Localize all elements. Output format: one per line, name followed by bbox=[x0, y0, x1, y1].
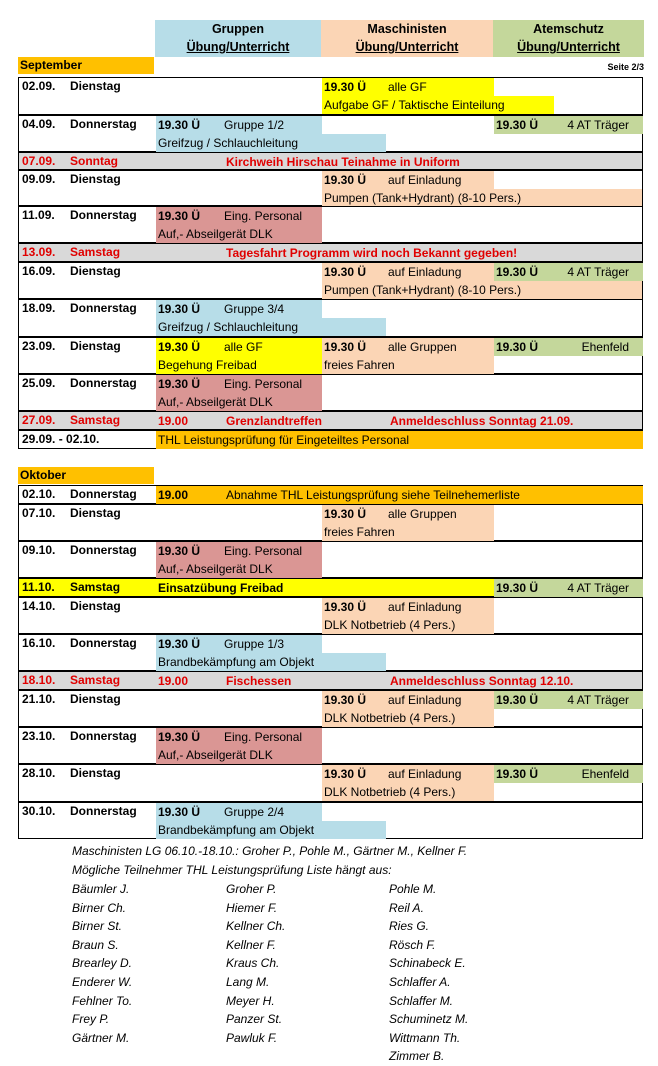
event-title: THL Leistungsprüfung für Eingeteiltes Personal bbox=[156, 431, 643, 449]
maschinisten-topic: DLK Notbetrieb (4 Pers.) bbox=[322, 783, 494, 801]
maschinisten-group: alle Gruppen bbox=[388, 338, 494, 356]
names-column-1 bbox=[72, 880, 132, 1047]
maschinisten-group: auf Einladung bbox=[388, 598, 494, 616]
maschinisten-group: auf Einladung bbox=[388, 765, 494, 783]
table-row bbox=[18, 597, 643, 634]
participant-name: Ries G. bbox=[389, 919, 430, 934]
participant-name: Wittmann Th. bbox=[389, 1030, 461, 1045]
participant-name: Birner St. bbox=[72, 919, 123, 934]
table-row bbox=[18, 430, 643, 449]
table-row bbox=[18, 77, 643, 115]
table-row bbox=[18, 374, 643, 411]
table-row bbox=[18, 115, 643, 152]
event-deadline: Anmeldeschluss Sonntag 21.09. bbox=[390, 414, 574, 428]
participant-name: Hiemer F. bbox=[226, 900, 278, 915]
table-row bbox=[18, 690, 643, 727]
atemschutz-time: 19.30 Ü bbox=[494, 691, 643, 709]
atemschutz-time: 19.30 Ü bbox=[494, 338, 643, 356]
event-title: Abnahme THL Leistungsprüfung siehe Teilnehemerliste bbox=[226, 488, 520, 502]
maschinisten-topic: Pumpen (Tank+Hydrant) (8-10 Pers.) bbox=[322, 189, 642, 207]
table-row bbox=[18, 671, 643, 690]
header-atemschutz-title: Atemschutz bbox=[533, 22, 604, 36]
atemschutz-time: 19.30 Ü bbox=[494, 579, 643, 597]
atemschutz-group: 4 AT Träger bbox=[564, 579, 643, 597]
header-gruppen-title: Gruppen bbox=[211, 22, 265, 36]
row-day: Donnerstag bbox=[70, 487, 137, 501]
gruppen-topic: Begehung Freibad bbox=[156, 356, 322, 374]
notes bbox=[72, 842, 467, 879]
table-row bbox=[18, 152, 643, 170]
row-day: Sonntag bbox=[70, 154, 118, 168]
table-row bbox=[18, 262, 643, 299]
row-date: 25.09. bbox=[22, 376, 56, 390]
row-day: Dienstag bbox=[70, 172, 121, 186]
participant-name: Meyer H. bbox=[226, 993, 275, 1008]
atemschutz-group: Ehenfeld bbox=[564, 765, 643, 783]
maschinisten-group: alle Gruppen bbox=[388, 505, 494, 523]
row-date: 07.09. bbox=[22, 154, 56, 168]
maschinisten-topic: DLK Notbetrieb (4 Pers.) bbox=[322, 616, 494, 634]
row-date: 16.09. bbox=[22, 264, 56, 278]
row-date: 18.10. bbox=[22, 673, 56, 687]
maschinisten-time: 19.30 Ü bbox=[322, 505, 494, 523]
row-day: Donnerstag bbox=[70, 543, 137, 557]
row-day: Dienstag bbox=[70, 339, 121, 353]
table-row bbox=[18, 411, 643, 430]
gruppen-time: 19.30 Ü bbox=[156, 803, 322, 821]
note-maschinisten: Maschinisten LG 06.10.-18.10.: Groher P., Pohle M., Gärtner M., Kellner F. bbox=[72, 844, 468, 858]
gruppen-group: Eing. Personal bbox=[224, 375, 322, 393]
table-row bbox=[18, 206, 643, 243]
gruppen-time: 19.30 Ü bbox=[156, 300, 322, 318]
participant-name: Groher P. bbox=[226, 882, 277, 896]
participant-name: Birner Ch. bbox=[72, 900, 127, 915]
event-title: Einsatzübung Freibad bbox=[158, 581, 284, 595]
event-title: Grenzlandtreffen bbox=[226, 414, 323, 428]
row-day: Samstag bbox=[70, 673, 121, 687]
row-date: 04.09. bbox=[22, 117, 56, 131]
maschinisten-topic: freies Fahren bbox=[322, 523, 494, 541]
event-time: 19.00 bbox=[158, 674, 189, 688]
table-row bbox=[18, 504, 643, 541]
maschinisten-time: 19.30 Ü bbox=[322, 171, 494, 189]
gruppen-time: 19.30 Ü bbox=[156, 375, 322, 393]
table-row bbox=[18, 299, 643, 337]
gruppen-time: 19.30 Ü bbox=[156, 635, 322, 653]
gruppen-time: 19.30 Ü bbox=[156, 116, 322, 134]
row-day: Donnerstag bbox=[70, 208, 137, 222]
event-title: Kirchweih Hirschau Teinahme in Uniform bbox=[226, 155, 460, 169]
maschinisten-group: alle GF bbox=[388, 78, 494, 96]
maschinisten-topic: Pumpen (Tank+Hydrant) (8-10 Pers.) bbox=[322, 281, 642, 299]
participant-name: Schlaffer M. bbox=[389, 993, 454, 1008]
table-row bbox=[18, 337, 643, 374]
gruppen-time: 19.30 Ü bbox=[156, 207, 322, 225]
participant-name: Brearley D. bbox=[72, 956, 133, 971]
row-day: Donnerstag bbox=[70, 636, 137, 650]
row-day: Donnerstag bbox=[70, 729, 137, 743]
row-date: 14.10. bbox=[22, 599, 56, 613]
gruppen-topic: Auf,- Abseilgerät DLK bbox=[156, 225, 322, 243]
participant-name: Schuminetz M. bbox=[389, 1012, 469, 1027]
gruppen-time: 19.30 Ü bbox=[156, 728, 322, 746]
maschinisten-time: 19.30 Ü bbox=[322, 691, 494, 709]
row-date: 21.10. bbox=[22, 692, 56, 706]
atemschutz-group: 4 AT Träger bbox=[564, 263, 643, 281]
participant-name: Gärtner M. bbox=[72, 1030, 130, 1045]
participant-name: Pawluk F. bbox=[226, 1030, 278, 1045]
row-day: Samstag bbox=[70, 413, 121, 427]
gruppen-topic: Brandbekämpfung am Objekt bbox=[156, 821, 386, 839]
row-date: 09.09. bbox=[22, 172, 56, 186]
maschinisten-group: auf Einladung bbox=[388, 263, 494, 281]
row-day: Dienstag bbox=[70, 692, 121, 706]
row-day: Dienstag bbox=[70, 599, 121, 613]
header-atemschutz bbox=[493, 20, 644, 57]
table-row bbox=[18, 802, 643, 839]
row-date: 02.10. bbox=[22, 487, 56, 501]
participant-name: Pohle M. bbox=[389, 882, 437, 896]
event-title: Tagesfahrt Programm wird noch Bekannt gegeben! bbox=[226, 246, 518, 260]
participant-name: Enderer W. bbox=[72, 974, 133, 989]
participant-name: Braun S. bbox=[72, 937, 119, 952]
table-row bbox=[18, 634, 643, 671]
row-date: 11.10. bbox=[22, 580, 55, 594]
table-row bbox=[18, 578, 643, 597]
row-day: Donnerstag bbox=[70, 301, 137, 315]
gruppen-group: Gruppe 1/3 bbox=[224, 635, 322, 653]
row-day: Samstag bbox=[70, 580, 121, 594]
participant-name: Lang M. bbox=[226, 974, 270, 989]
participant-name: Panzer St. bbox=[226, 1012, 283, 1027]
participant-name: Zimmer B. bbox=[389, 1049, 445, 1064]
gruppen-topic: Brandbekämpfung am Objekt bbox=[156, 653, 386, 671]
gruppen-group: Gruppe 3/4 bbox=[224, 300, 322, 318]
atemschutz-time: 19.30 Ü bbox=[494, 116, 643, 134]
participant-name: Schlaffer A. bbox=[389, 974, 451, 989]
row-date: 23.10. bbox=[22, 729, 56, 743]
row-date: 13.09. bbox=[22, 245, 56, 259]
gruppen-group: Eing. Personal bbox=[224, 207, 322, 225]
row-day: Donnerstag bbox=[70, 117, 137, 131]
names-column-2 bbox=[226, 880, 285, 1047]
header-maschinisten-title: Maschinisten bbox=[367, 22, 447, 36]
participant-name: Rösch F. bbox=[389, 937, 436, 952]
maschinisten-topic: freies Fahren bbox=[322, 356, 494, 374]
row-date: 28.10. bbox=[22, 766, 56, 780]
maschinisten-topic: Aufgabe GF / Taktische Einteilung bbox=[322, 96, 554, 114]
row-date: 11.09. bbox=[22, 208, 55, 222]
row-date: 23.09. bbox=[22, 339, 56, 353]
gruppen-topic: Auf,- Abseilgerät DLK bbox=[156, 746, 322, 764]
gruppen-group: Eing. Personal bbox=[224, 542, 322, 560]
participant-name: Reil A. bbox=[389, 900, 424, 915]
header-atemschutz-sub: Übung/Unterricht bbox=[517, 40, 620, 54]
gruppen-topic: Auf,- Abseilgerät DLK bbox=[156, 560, 322, 578]
row-date: 30.10. bbox=[22, 804, 56, 818]
table-row bbox=[18, 541, 643, 578]
participant-name: Bäumler J. bbox=[72, 882, 130, 896]
gruppen-time: 19.30 Ü bbox=[156, 338, 322, 356]
row-day: Samstag bbox=[70, 245, 121, 259]
maschinisten-time: 19.30 Ü bbox=[322, 78, 494, 96]
participant-name: Kellner F. bbox=[226, 937, 276, 952]
gruppen-group: Eing. Personal bbox=[224, 728, 322, 746]
header-gruppen bbox=[155, 20, 321, 57]
note-teilnehmer: Mögliche Teilnehmer THL Leistungsprüfung Liste hängt aus: bbox=[72, 862, 392, 877]
gruppen-group: alle GF bbox=[224, 338, 322, 356]
atemschutz-group: 4 AT Träger bbox=[564, 116, 643, 134]
event-time: 19.00 bbox=[156, 486, 643, 504]
table-row bbox=[18, 727, 643, 764]
header-gruppen-sub: Übung/Unterricht bbox=[186, 40, 290, 54]
gruppen-topic: Greifzug / Schlauchleitung bbox=[156, 134, 386, 152]
table-row bbox=[18, 485, 643, 504]
row-date: 09.10. bbox=[22, 543, 56, 557]
table-row bbox=[18, 170, 643, 206]
row-day: Dienstag bbox=[70, 79, 121, 93]
row-date: 16.10. bbox=[22, 636, 56, 650]
gruppen-group: Gruppe 1/2 bbox=[224, 116, 322, 134]
gruppen-group: Gruppe 2/4 bbox=[224, 803, 322, 821]
table-row bbox=[18, 243, 643, 262]
participant-name: Kellner Ch. bbox=[226, 919, 286, 934]
participant-name: Fehlner To. bbox=[72, 993, 133, 1008]
maschinisten-group: auf Einladung bbox=[388, 691, 494, 709]
page-number: Seite 2/3 bbox=[607, 62, 644, 72]
atemschutz-group: Ehenfeld bbox=[564, 338, 643, 356]
maschinisten-group: auf Einladung bbox=[388, 171, 494, 189]
maschinisten-time: 19.30 Ü bbox=[322, 263, 494, 281]
row-day: Dienstag bbox=[70, 766, 121, 780]
gruppen-topic: Auf,- Abseilgerät DLK bbox=[156, 393, 322, 411]
header-maschinisten bbox=[321, 20, 493, 57]
row-date: 29.09. - 02.10. bbox=[22, 432, 100, 446]
event-title: Fischessen bbox=[226, 674, 292, 688]
event-time: 19.00 bbox=[158, 414, 189, 428]
table-row bbox=[18, 764, 643, 802]
participant-name: Kraus Ch. bbox=[226, 956, 280, 971]
participant-name: Frey P. bbox=[72, 1012, 110, 1027]
names-column-3 bbox=[389, 880, 468, 1066]
maschinisten-time: 19.30 Ü bbox=[322, 338, 494, 356]
row-date: 02.09. bbox=[22, 79, 56, 93]
gruppen-topic: Greifzug / Schlauchleitung bbox=[156, 318, 386, 336]
event-deadline: Anmeldeschluss Sonntag 12.10. bbox=[390, 674, 574, 688]
month-september: September bbox=[18, 57, 154, 74]
header-maschinisten-sub: Übung/Unterricht bbox=[355, 40, 459, 54]
gruppen-time: 19.30 Ü bbox=[156, 542, 322, 560]
row-day: Dienstag bbox=[70, 506, 121, 520]
atemschutz-group: 4 AT Träger bbox=[564, 691, 643, 709]
row-date: 27.09. bbox=[22, 413, 56, 427]
participant-name: Schinabeck E. bbox=[389, 956, 466, 971]
atemschutz-time: 19.30 Ü bbox=[494, 263, 643, 281]
month-oktober: Oktober bbox=[18, 467, 154, 484]
maschinisten-topic: DLK Notbetrieb (4 Pers.) bbox=[322, 709, 494, 727]
row-date: 18.09. bbox=[22, 301, 56, 315]
row-day: Donnerstag bbox=[70, 804, 137, 818]
row-day: Donnerstag bbox=[70, 376, 137, 390]
atemschutz-time: 19.30 Ü bbox=[494, 765, 643, 783]
maschinisten-time: 19.30 Ü bbox=[322, 765, 494, 783]
row-date: 07.10. bbox=[22, 506, 56, 520]
row-day: Dienstag bbox=[70, 264, 121, 278]
maschinisten-time: 19.30 Ü bbox=[322, 598, 494, 616]
